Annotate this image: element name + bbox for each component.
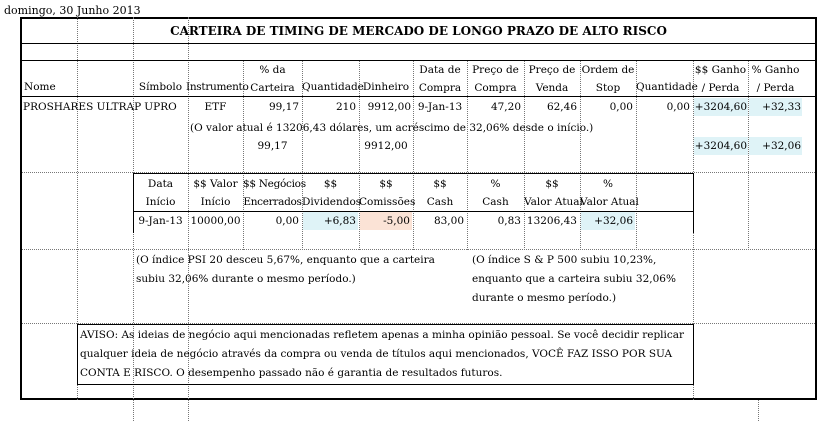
header-preco-venda-1: Preço de xyxy=(528,64,576,76)
summary-header-pct-cash-1: % xyxy=(490,178,501,190)
total-dinheiro: 9912,00 xyxy=(364,140,408,152)
header-preco-compra-1: Preço de xyxy=(472,64,519,76)
header-pct-carteira-2: Carteira xyxy=(250,82,295,94)
summary-data-inicio: 9-Jan-13 xyxy=(138,215,183,227)
position-data-compra: 9-Jan-13 xyxy=(417,101,463,113)
header-preco-compra-2: Compra xyxy=(474,82,517,94)
sheet-date: domingo, 30 Junho 2013 xyxy=(4,4,141,17)
summary-pct-cash: 0,83 xyxy=(497,215,521,227)
position-ganho-usd: +3204,60 xyxy=(694,98,748,116)
summary-header-pct-valor-atual-2: Valor Atual xyxy=(580,196,639,208)
summary-header-data-1: Data xyxy=(147,178,174,190)
disclaimer-text: AVISO: As ideias de negócio aqui mencionadas refletem apenas a minha opinião pessoal. Se você decidir replicar qualquer ideia de negócio através da compra ou venda de títulos aqui mencionados, VOCÊ FAZ ISSO POR SUA CONTA E RISCO. O desempenho passado não é garantia de resultados futuros. xyxy=(80,329,685,379)
header-quantidade: Quantidade xyxy=(302,81,364,93)
header-simbolo: Símbolo xyxy=(138,81,183,93)
position-preco-compra: 47,20 xyxy=(490,101,521,113)
header-data-compra-1: Data de xyxy=(419,64,461,76)
disclaimer-left-border xyxy=(77,324,78,384)
gridline xyxy=(758,400,759,421)
header-data-compra-2: Compra xyxy=(418,82,462,94)
position-pct-carteira: 99,17 xyxy=(268,101,299,113)
summary-header-valor-atual-2: Valor Atual xyxy=(524,196,583,208)
disclaimer-top-border xyxy=(77,324,693,325)
title-divider xyxy=(20,43,817,44)
summary-header-cash-2: Cash xyxy=(426,196,454,208)
position-simbolo: UPRO xyxy=(144,101,177,113)
position-ordem-stop: 0,00 xyxy=(609,101,633,113)
header-ganho-usd-1: $$ Ganho xyxy=(694,64,747,76)
total-pct-carteira: 99,17 xyxy=(257,140,288,152)
summary-header-valor-2: Início xyxy=(200,196,231,208)
disclaimer-bottom-border xyxy=(77,384,694,385)
position-nome: PROSHARES ULTRAP xyxy=(23,101,142,113)
disclaimer-right-border xyxy=(693,324,694,384)
position-preco-venda: 62,46 xyxy=(546,101,577,113)
position-instrumento: ETF xyxy=(204,101,227,113)
summary-valor-atual: 13206,43 xyxy=(526,215,577,227)
summary-header-data-2: Início xyxy=(145,196,176,208)
summary-header-pct-cash-2: Cash xyxy=(482,196,509,208)
summary-comissoes: -5,00 xyxy=(360,212,412,230)
header-ordem-stop-2: Stop xyxy=(595,82,621,94)
position-quantidade-2: 0,00 xyxy=(666,101,690,113)
position-ganho-pct: +32,33 xyxy=(749,98,802,116)
summary-header-comissoes-1: $$ xyxy=(379,178,393,190)
header-ordem-stop-1: Ordem de xyxy=(581,64,635,76)
summary-header-negocios-2: Encerrados xyxy=(243,196,302,208)
sp-index-note: (O índice S & P 500 subiu 10,23%, enquanto que a carteira subiu 32,06% durante o mesmo período.) xyxy=(472,254,676,304)
summary-dividendos: +6,83 xyxy=(303,212,358,230)
total-ganho-pct: +32,06 xyxy=(749,137,802,155)
psi-index-note: (O índice PSI 20 desceu 5,67%, enquanto que a carteira subiu 32,06% durante o mesmo período.) xyxy=(136,254,435,285)
sheet-title: CARTEIRA DE TIMING DE MERCADO DE LONGO PRAZO DE ALTO RISCO xyxy=(170,24,667,38)
header-ganho-pct-1: % Ganho xyxy=(751,64,800,76)
summary-valor-inicio: 10000,00 xyxy=(190,215,241,227)
position-note: (O valor atual é 13206,43 dólares, um acréscimo de 32,06% desde o início.) xyxy=(190,122,594,134)
summary-cash: 83,00 xyxy=(433,215,464,227)
summary-header-valor-1: $$ Valor xyxy=(193,178,238,190)
position-quantidade: 210 xyxy=(335,101,356,113)
header-ganho-usd-2: / Perda xyxy=(701,82,740,94)
summary-header-comissoes-2: Comissões xyxy=(359,196,416,208)
header-pct-carteira-1: % da xyxy=(259,64,286,76)
summary-pct-valor-atual: +32,06 xyxy=(581,212,635,230)
summary-header-valor-atual-1: $$ xyxy=(545,178,559,190)
summary-header-dividendos-2: Dividendos xyxy=(302,196,362,208)
section-divider xyxy=(22,249,815,250)
summary-negocios: 0,00 xyxy=(275,215,299,227)
summary-header-cash-1: $$ xyxy=(433,178,447,190)
summary-header-negocios-1: $$ Negócios xyxy=(243,178,306,190)
summary-top-border xyxy=(133,173,693,174)
total-ganho-usd: +3204,60 xyxy=(694,137,748,155)
header-dinheiro: Dinheiro xyxy=(362,81,410,93)
header-ganho-pct-2: / Perda xyxy=(756,82,795,94)
header-nome: Nome xyxy=(24,81,56,93)
summary-header-dividendos-1: $$ xyxy=(323,178,338,190)
header-quantidade-2: Quantidade xyxy=(636,81,698,93)
header-preco-venda-2: Venda xyxy=(535,82,569,94)
summary-right-border xyxy=(693,173,694,233)
summary-header-pct-valor-atual-1: % xyxy=(603,178,613,190)
header-instrumento: Instrumento xyxy=(186,81,249,93)
position-dinheiro: 9912,00 xyxy=(367,101,411,113)
